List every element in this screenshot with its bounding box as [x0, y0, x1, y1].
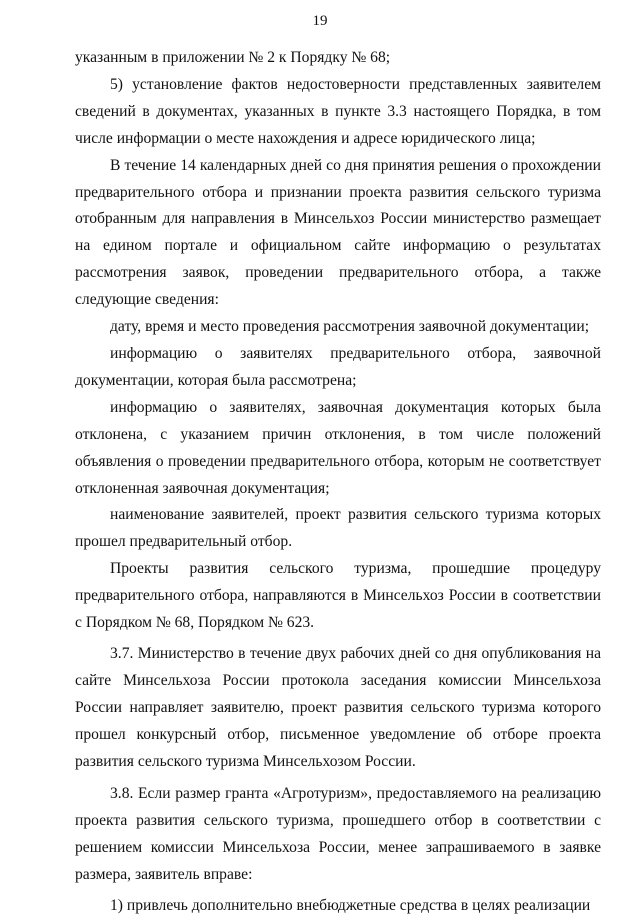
list-item-date: дату, время и место проведения рассмотрения заявочной документации;	[110, 318, 590, 336]
paragraph-projects: Проекты развития сельского туризма, прошедшие процедуру предварительного отбора, направляются в Минсельхоз России в соответствии с Порядком № 68, Порядком № 623.	[75, 560, 601, 632]
page-number: 19	[312, 13, 328, 29]
list-item-applicants: информацию о заявителях предварительного отбора, заявочной документации, которая была рассмотрена;	[75, 344, 601, 389]
list-item-5: 5) установление фактов недостоверности представленных заявителем сведений в документах, указанных в пункте 3.3 настоящего Порядка, в том числе информации о месте нахождения и адресе юридического лица;	[75, 75, 601, 147]
list-item-1: 1) привлечь дополнительно внебюджетные средства в целях реализации	[110, 897, 591, 915]
paragraph-3-7: 3.7. Министерство в течение двух рабочих дней со дня опубликования на сайте Минсельхоза России протокола заседания комиссии Минсельхоза России направляет заявителю, проект развития сельского туризма которого прошел конкурсный отбор, письменное уведомление об отборе проекта развития сельского туризма Минсельхозом России.	[75, 644, 601, 770]
paragraph-publication: В течение 14 календарных дней со дня принятия решения о прохождении предварительного отбора и признании проекта развития сельского туризма отобранным для направления в Минсельхоз России министерство размещает на едином портале и официальном сайте информацию о результатах рассмотрения заявок, проведении предварительного отбора, а также следующие сведения:	[75, 156, 601, 309]
document-body	[75, 45, 601, 920]
paragraph-3-8: 3.8. Если размер гранта «Агротуризм», предоставляемого на реализацию проекта развития сельского туризма, прошедшего отбор в соответствии с решением комиссии Минсельхоза России, менее запрашиваемого в заявке размера, заявитель вправе:	[75, 785, 601, 884]
paragraph-continuation: указанным в приложении № 2 к Порядку № 68;	[75, 49, 391, 66]
list-item-names: наименование заявителей, проект развития сельского туризма которых прошел предварительный отбор.	[75, 506, 601, 551]
list-item-rejected: информацию о заявителях, заявочная документация которых была отклонена, с указанием причин отклонения, в том числе положений объявления о проведении предварительного отбора, которым не соответствует отклоненная заявочная документация;	[75, 398, 601, 497]
